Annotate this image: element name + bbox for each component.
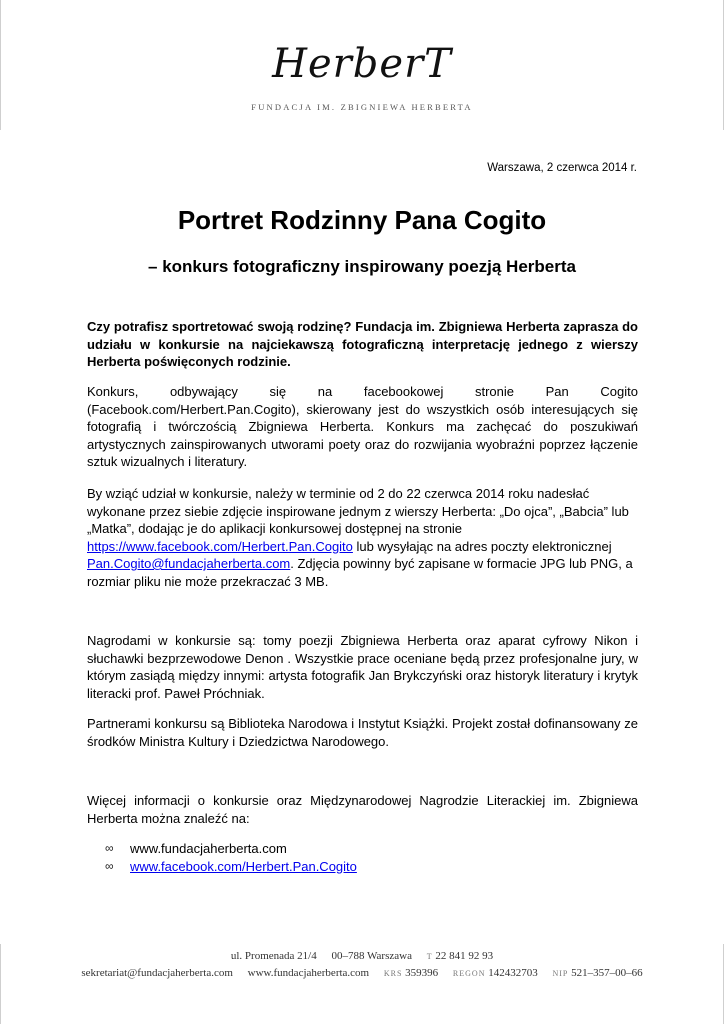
document-subtitle: – konkurs fotograficzny inspirowany poezją Herberta xyxy=(148,257,576,276)
paragraph-about: Konkurs, odbywający się na facebookowej stronie Pan Cogito (Facebook.com/Herbert.Pan.Cogito), skierowany jest do wszystkich osób interesujących się fotografią i twórczością Zbigniewa Herberta. Konkurs ma zachęcać do poszukiwań artystycznych zainspirowanych utworami poety oraz do rozwijania wyobraźni poprzez łączenie sztuk wizualnych i literatury. xyxy=(87,384,638,469)
foundation-website-text: www.fundacjaherberta.com xyxy=(130,841,287,856)
footer-email: sekretariat@fundacjaherberta.com xyxy=(81,967,233,979)
paragraph-more-info: Więcej informacji o konkursie oraz Międzynarodowej Nagrodzie Literackiej im. Zbigniewa Herberta można znaleźć na: xyxy=(87,793,638,826)
participation-middle: lub wysyłając na adres poczty elektronicznej xyxy=(356,538,612,554)
footer-street: ul. Promenada 21/4 xyxy=(230,950,317,962)
info-links-list xyxy=(105,840,357,875)
footer-regon: 142432703 xyxy=(488,967,538,979)
list-item xyxy=(105,858,357,876)
paragraph-participation xyxy=(87,485,638,590)
footer-nip-label: NIP xyxy=(552,969,569,978)
participation-tail: . Zdjęcia powinny być zapisane w formacie JPG lub PNG, a rozmiar pliku nie może przekraczać 3 MB. xyxy=(87,556,633,589)
intro-paragraph: Czy potrafisz sportretować swoją rodzinę? Fundacja im. Zbigniewa Herberta zaprasza do udziału w konkursie na najciekawszą fotograficzną interpretację jednego z wierszy Herberta poświęconych rodzinie. xyxy=(87,319,638,369)
paragraph-partners: Partnerami konkursu są Biblioteka Narodowa i Instytut Książki. Projekt został dofinansowany ze środków Ministra Kultury i Dziedzictwa Narodowego. xyxy=(87,716,638,749)
paragraph-prizes: Nagrodami w konkursie są: tomy poezji Zbigniewa Herberta oraz aparat cyfrowy Nikon i słuchawki bezprzewodowe Denon . Wszystkie prace oceniane będą przez profesjonalne jury, w którym zasiądą między innymi: artysta fotografik Jan Brykczyński oraz historyk literatury i krytyk literacki prof. Paweł Próchniak. xyxy=(87,633,638,701)
footer-phone: 22 841 92 93 xyxy=(435,950,494,962)
footer-nip: 521–357–00–66 xyxy=(571,967,643,979)
logo-wordmark: HerberT xyxy=(272,41,452,87)
footer-registry-line xyxy=(0,967,724,979)
foundation-logo xyxy=(0,40,724,112)
footer-website: www.fundacjaherberta.com xyxy=(247,967,370,979)
infinity-bullet-icon: ∞ xyxy=(105,858,114,873)
footer-phone-label: T xyxy=(426,952,433,961)
facebook-page-link[interactable]: www.facebook.com/Herbert.Pan.Cogito xyxy=(130,858,357,874)
letter-date: Warszawa, 2 czerwca 2014 r. xyxy=(487,162,637,174)
participation-lead: By wziąć udział w konkursie, należy w terminie od 2 do 22 czerwca 2014 roku nadesłać wykonane przez siebie zdjęcie inspirowane jednym z wierszy Herberta: „Do ojca”, „Babcia” lub „Matka”, dodając je do aplikacji konkursowej dostępnej na stronie xyxy=(87,486,629,536)
infinity-bullet-icon: ∞ xyxy=(105,841,114,855)
footer-regon-label: REGON xyxy=(452,969,486,978)
list-item xyxy=(105,840,357,858)
contest-email-link[interactable]: Pan.Cogito@fundacjaherberta.com xyxy=(87,556,291,571)
footer-address-line xyxy=(0,950,724,962)
footer-krs: 359396 xyxy=(405,967,439,979)
logo-subtitle: FUNDACJA IM. ZBIGNIEWA HERBERTA xyxy=(251,102,473,112)
footer-krs-label: KRS xyxy=(383,969,403,978)
facebook-app-link[interactable]: https://www.facebook.com/Herbert.Pan.Cogito xyxy=(87,538,353,554)
footer-postal: 00–788 Warszawa xyxy=(331,950,412,962)
document-title: Portret Rodzinny Pana Cogito xyxy=(177,205,547,235)
